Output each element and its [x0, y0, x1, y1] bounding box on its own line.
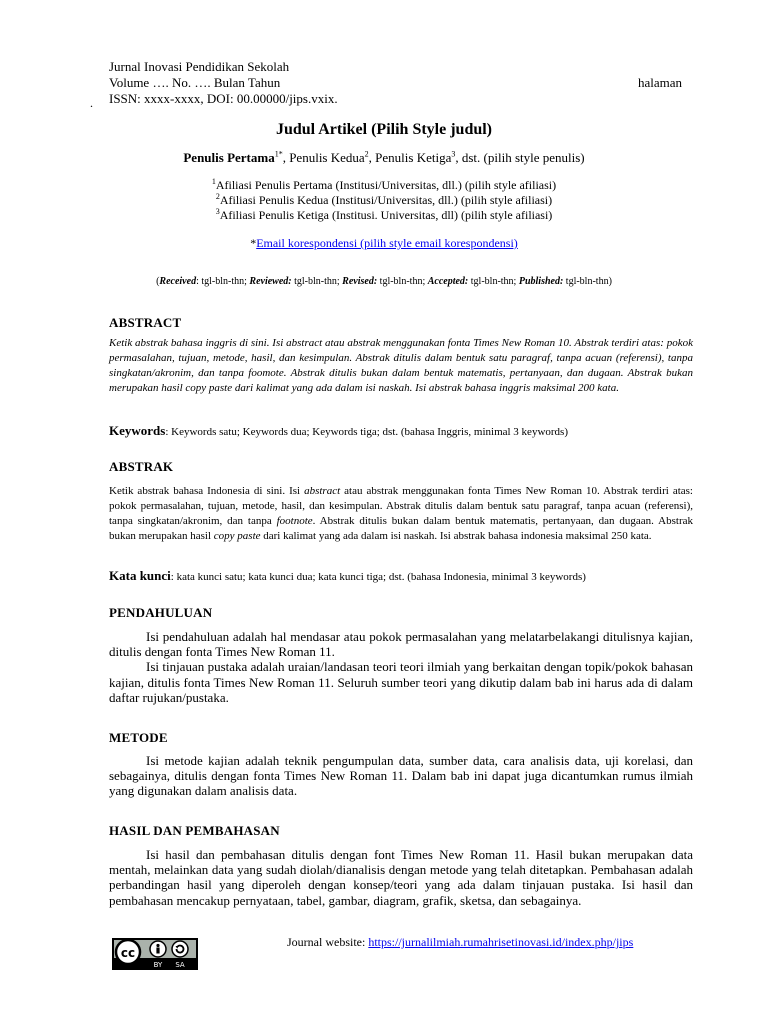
email-star: * [250, 236, 257, 250]
author-first: Penulis Pertama [183, 150, 275, 165]
author-third: , Penulis Ketiga [368, 150, 452, 165]
journal-website-label: Journal website: [287, 935, 369, 949]
hasil-heading: HASIL DAN PEMBAHASAN [109, 823, 280, 838]
affiliation-3 [0, 208, 768, 223]
abstrak-text [109, 484, 693, 544]
author-rest: , dst. (pilih style penulis) [455, 150, 585, 165]
published-label: Published: [518, 276, 564, 287]
revised-label: Revised: [342, 276, 378, 287]
abstrak-italic-term: abstract [304, 485, 341, 497]
correspondence-email [0, 236, 768, 251]
pendahuluan-paragraph-2: Isi tinjauan pustaka adalah uraian/landasan teori teori ilmiah yang berkaitan dengan topik/pokok bahasan kajian, ditulis fonta Times New Roman 11. Seluruh sumber teori yang dikutip dalam bab ini harus ada di dalam daftar rujukan/pustaka. [109, 659, 693, 705]
journal-volume: Volume …. No. …. Bulan Tahun [109, 75, 281, 90]
author-third-sup: 3 [451, 149, 456, 159]
reviewed-label: Reviewed: [249, 276, 292, 287]
accepted-label: Accepted: [427, 276, 469, 287]
abstrak-text-part: dari kalimat yang ada dalam isi naskah. Isi abstrak bahasa indonesia maksimal 250 kata. [260, 530, 652, 542]
metode-paragraph-1: Isi metode kajian adalah teknik pengumpulan data, sumber data, cara analisis data, uji korelasi, dan sebagainya, ditulis dengan fonta Times New Roman 11. Dalam bab ini dapat juga dicantumkan rumus ilmiah yang digunakan dalam analisis data. [109, 753, 693, 799]
hasil-body [109, 847, 693, 908]
keywords-text: : Keywords satu; Keywords dua; Keywords tiga; dst. (bahasa Inggris, minimal 3 keywords) [165, 426, 568, 438]
stray-dot: . [90, 96, 93, 110]
pendahuluan-paragraph-1: Isi pendahuluan adalah hal mendasar atau pokok permasalahan yang melatarbelakangi ditulisnya kajian, ditulis dengan fonta Times New Roman 11. [109, 629, 693, 660]
article-title: Judul Artikel (Pilih Style judul) [275, 121, 493, 138]
abstrak-italic-term: copy paste [213, 530, 261, 542]
affiliation-3-text: Afiliasi Penulis Ketiga (Institusi. Universitas, dll) (pilih style afiliasi) [219, 208, 553, 222]
affiliation-1-text: Afiliasi Penulis Pertama (Institusi/Universitas, dll.) (pilih style afiliasi) [215, 178, 557, 192]
pendahuluan-body [109, 629, 693, 705]
cc-by-text: BY [153, 961, 163, 969]
metode-body [109, 753, 693, 799]
kata-kunci-label: Kata kunci [109, 568, 171, 583]
journal-issn-doi: ISSN: xxxx-xxxx, DOI: 00.00000/jips.vxix. [109, 91, 338, 106]
abstrak-text-part: Ketik abstrak bahasa Indonesia di sini. Isi [109, 485, 305, 497]
received-label: Received [159, 276, 197, 287]
journal-name: Jurnal Inovasi Pendidikan Sekolah [109, 59, 290, 74]
author-second-sup: 2 [364, 149, 369, 159]
reviewed-date: tgl-bln-thn; [291, 276, 343, 287]
journal-website [287, 935, 633, 950]
affiliation-2-text: Afiliasi Penulis Kedua (Institusi/Universitas, dll.) (pilih style afiliasi) [219, 193, 553, 207]
published-date: tgl-bln-thn) [563, 276, 612, 287]
abstrak-heading: ABSTRAK [109, 459, 174, 474]
revised-date: tgl-bln-thn; [377, 276, 428, 287]
journal-website-link[interactable]: https://jurnalilmiah.rumahrisetinovasi.id/index.php/jips [368, 935, 634, 949]
cc-mark-text: cc [120, 946, 136, 960]
received-date: : tgl-bln-thn; [196, 276, 250, 287]
keywords-label: Keywords [109, 423, 166, 438]
author-second: , Penulis Kedua [282, 150, 365, 165]
email-link[interactable]: Email korespondensi (pilih style email korespondensi) [256, 236, 518, 250]
affiliation-2-sup: 2 [215, 192, 220, 201]
affiliation-2 [0, 193, 768, 208]
kata-kunci-text: : kata kunci satu; kata kunci dua; kata kunci tiga; dst. (bahasa Indonesia, minimal 3 keywords) [170, 571, 586, 583]
affiliation-1 [0, 178, 768, 193]
page-number-label: halaman [638, 75, 683, 90]
submission-dates: (Received: tgl-bln-thn; Reviewed: tgl-bln-thn; Revised: tgl-bln-thn; Accepted: tgl-bln-thn; Published: tgl-bln-thn) [156, 276, 612, 287]
abstract-heading: ABSTRACT [109, 315, 182, 330]
abstrak-text-part: atau abstrak menggunakan fonta Times New Roman 10. Abstrak terdiri atas: pokok permasalahan, tujuan, metode, hasil, dan kesimpulan. Abstrak ditulis dalam bentuk satu paragraf, tanpa acuan (referensi), tanpa singkatan/akronim, dan tanpa [109, 485, 693, 527]
affiliation-3-sup: 3 [215, 207, 220, 216]
cc-sa-text: SA [175, 961, 185, 969]
cc-by-sa-icon [112, 938, 198, 970]
cc-license-badge[interactable] [112, 938, 198, 970]
pendahuluan-heading: PENDAHULUAN [109, 605, 213, 620]
abstract-text: Ketik abstrak bahasa inggris di sini. Isi abstract atau abstrak menggunakan fonta Times New Roman 10. Abstrak terdiri atas: pokok permasalahan, tujuan, metode, hasil, dan kesimpulan. Abstrak ditulis dalam bentuk satu paragraf, tanpa acuan (referensi), tanpa singkatan/akronim, dan tanpa foomote. Abstrak ditulis bukan dalam bentuk matematis, pertanyaan, dan dugaan. Abstrak bukan merupakan hasil copy paste dari kalimat yang ada dalam isi naskah. Isi abstrak bahasa inggris maksimal 200 kata. [109, 337, 693, 394]
affiliation-1-sup: 1 [211, 177, 216, 186]
hasil-paragraph-1: Isi hasil dan pembahasan ditulis dengan font Times New Roman 11. Hasil bukan merupakan data mentah, melainkan data yang sudah diolah/dianalisis dengan metode yang telah ditetapkan. Pembahasan adalah perbandingan hasil yang diperoleh dengan konsep/teori yang ada dalam tinjauan pustaka. Isi hasil dan pembahasan mencakup pernyataan, tabel, gambar, diagram, grafik, sketsa, dan sebagainya. [109, 847, 693, 908]
metode-heading: METODE [109, 730, 168, 745]
accepted-date: tgl-bln-thn; [468, 276, 519, 287]
keywords-line [109, 423, 568, 439]
abstrak-text-part: . Abstrak ditulis bukan dalam bentuk matematis, pertanyaan, dan dugaan. Abstrak bukan merupakan hasil [109, 515, 693, 542]
author-first-sup: 1* [274, 149, 283, 159]
abstrak-italic-term: footnote [276, 515, 313, 527]
author-list [0, 150, 768, 166]
kata-kunci-line [109, 568, 586, 584]
